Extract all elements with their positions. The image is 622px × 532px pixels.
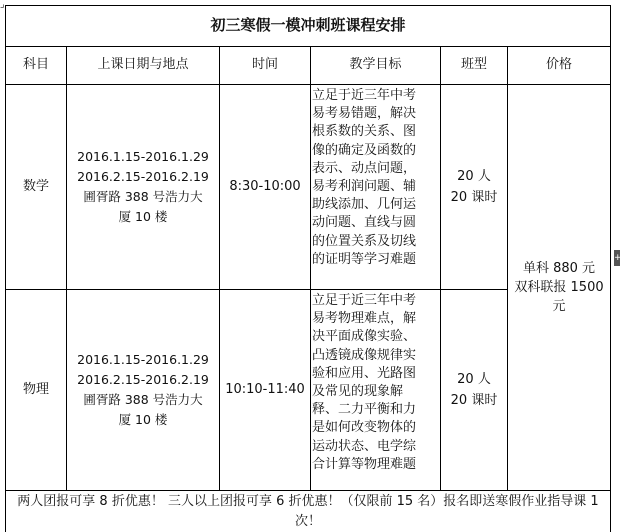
row-physics-subject: 物理	[22, 382, 49, 397]
header-goal: 教学目标	[349, 57, 402, 72]
row-math-class-type: 20 人 20 课时	[450, 169, 498, 205]
page-title: 初三寒假一模冲刺班课程安排	[210, 16, 406, 34]
price-cell: 单科 880 元 双科联报 1500 元	[514, 261, 604, 314]
row-physics-time: 10:10-11:40	[225, 382, 305, 397]
header-price: 价格	[545, 57, 572, 72]
row-physics-class-type: 20 人 20 课时	[450, 372, 498, 408]
header-time: 时间	[251, 57, 278, 72]
small-corner-icon: ⌟	[0, 0, 5, 10]
footer-note: 两人团报可享 8 折优惠！ 三人以上团报可享 6 折优惠！（仅限前 15 名）报名即送寒假作业指导课 1 次！	[17, 493, 599, 529]
header-date-location: 上课日期与地点	[97, 57, 189, 72]
header-subject: 科目	[22, 57, 49, 72]
row-math-time: 8:30-10:00	[229, 179, 301, 194]
row-physics-dates: 2016.1.15-2016.1.29 2016.2.15-2016.2.19 圃胥路 388 号浩力大 厦 10 楼	[77, 352, 209, 427]
plus-icon[interactable]: +	[614, 250, 620, 266]
rule-title	[5, 46, 611, 47]
row-math-goal: 立足于近三年中考 易考易错题，解决 根系数的关系、图 像的确定及函数的 表示、动点问题， 易考利润问题、辅 助线添加、几何运 动问题、直线与圆 的位置关系及切线 的证明等学习难题	[312, 88, 417, 267]
row-math-dates: 2016.1.15-2016.1.29 2016.2.15-2016.2.19 圃胥路 388 号浩力大 厦 10 楼	[77, 149, 209, 224]
header-class-type: 班型	[460, 57, 487, 72]
row-physics-goal: 立足于近三年中考 易考物理难点，解 决平面成像实验、 凸透镜成像规律实 验和应用、光路图 及常见的现象解 释、二力平衡和力 是如何改变物体的 运动状态、电学综 合计算等物理难题	[312, 293, 417, 472]
row-math-subject: 数学	[22, 179, 49, 194]
